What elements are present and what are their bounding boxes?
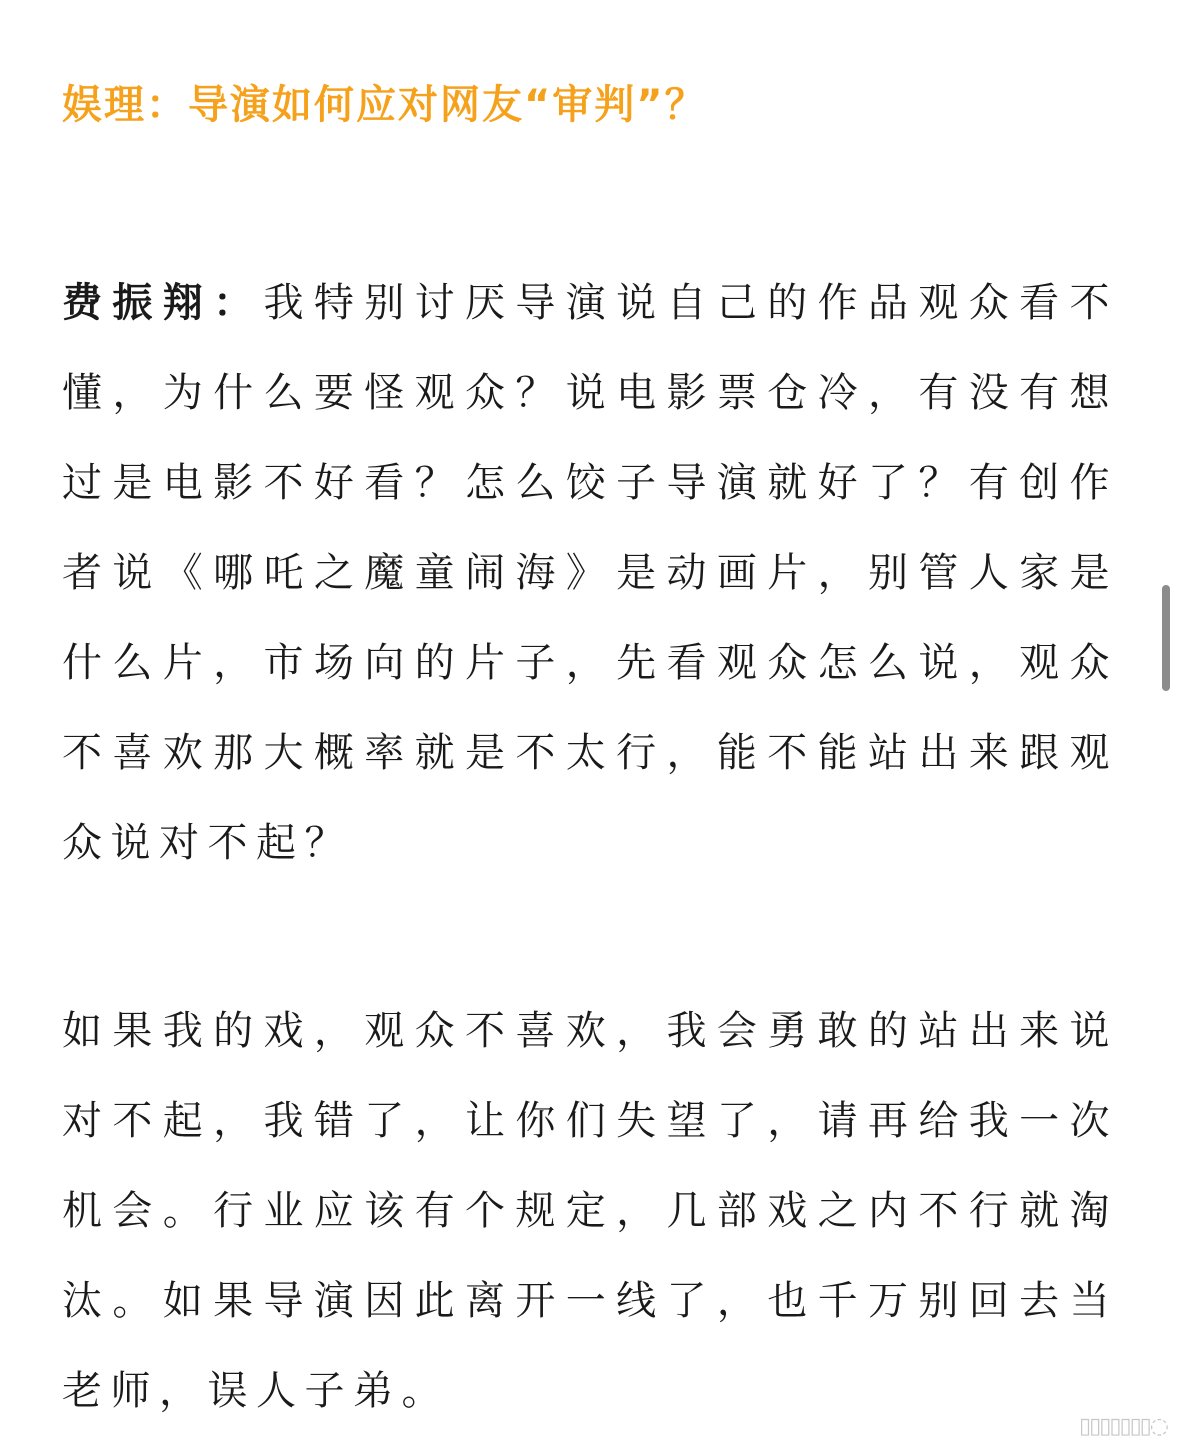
answer-text-1: 我特别讨厌导演说自己的作品观众看不懂，为什么要怪观众？说电影票仓冷，有没有想过是电影不好看？怎么饺子导演就好了？有创作者说《哪吒之魔童闹海》是动画片，别管人家是什么片，市场向的片子，先看观众怎么说，观众不喜欢那大概率就是不太行，能不能站出来跟观众说对不起？ bbox=[62, 280, 1118, 866]
answer-paragraph-1 bbox=[62, 258, 1118, 888]
watermark-icon: ▯▯▯▯▯▯▯◌ bbox=[1079, 1414, 1167, 1439]
speaker-name: 费振翔： bbox=[62, 280, 264, 326]
question-heading: 娱理：导演如何应对网友“审判”？ bbox=[62, 82, 707, 128]
answer-paragraph-2: 如果我的戏，观众不喜欢，我会勇敢的站出来说对不起，我错了，让你们失望了，请再给我一次机会。行业应该有个规定，几部戏之内不行就淘汰。如果导演因此离开一线了，也千万别回去当老师，误人子弟。 bbox=[62, 1008, 1118, 1414]
scrollbar-thumb[interactable] bbox=[1162, 585, 1170, 691]
article bbox=[62, 70, 1118, 1436]
